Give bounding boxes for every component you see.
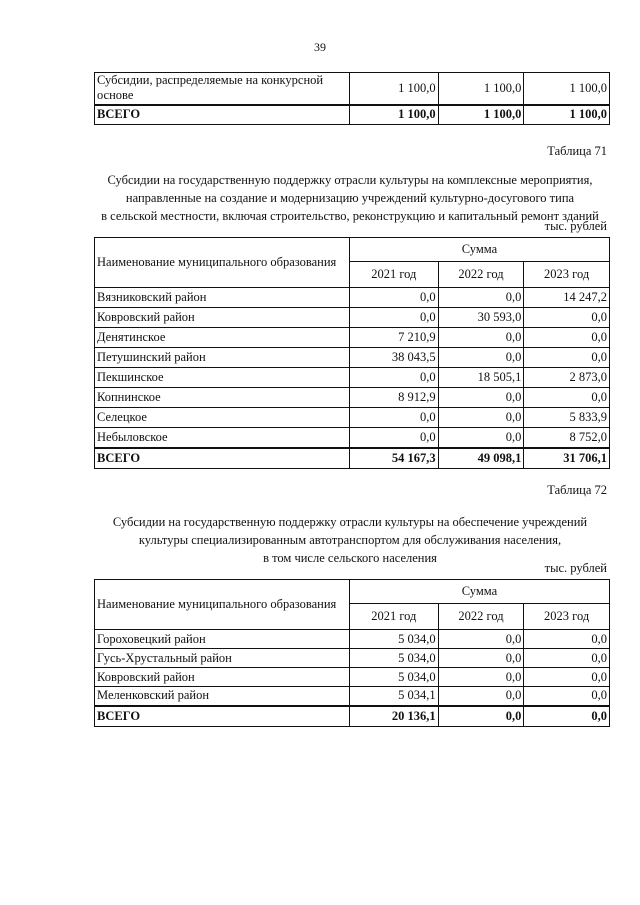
header-sum: Сумма <box>349 238 609 262</box>
value-2023: 0,0 <box>524 649 610 668</box>
value-2023: 0,0 <box>524 308 610 328</box>
value-2023: 0,0 <box>524 328 610 348</box>
value-2021: 5 034,1 <box>349 687 438 706</box>
table-72-title <box>60 513 640 567</box>
value-2021: 0,0 <box>349 408 438 428</box>
table-row <box>95 288 610 308</box>
value-2022: 0,0 <box>438 630 524 649</box>
header-sum: Сумма <box>349 580 609 604</box>
row-name: Субсидии, распределяемые на конкурсной основе <box>95 73 350 105</box>
title-line: Субсидии на государственную поддержку отрасли культуры на комплексные мероприятия, <box>107 173 593 187</box>
total-2021: 1 100,0 <box>349 105 438 125</box>
value-2023: 0,0 <box>524 687 610 706</box>
value-2021: 0,0 <box>349 308 438 328</box>
row-name: Гороховецкий район <box>95 630 350 649</box>
table-row <box>95 687 610 706</box>
total-2021: 54 167,3 <box>349 448 438 469</box>
row-name: Селецкое <box>95 408 350 428</box>
table-row <box>95 428 610 448</box>
total-label: ВСЕГО <box>95 706 350 727</box>
header-2021: 2021 год <box>349 604 438 630</box>
value-2022: 30 593,0 <box>438 308 524 328</box>
value-2023: 0,0 <box>524 668 610 687</box>
title-line: Субсидии на государственную поддержку отрасли культуры на обеспечение учреждений <box>112 515 588 529</box>
value-2023: 1 100,0 <box>524 73 610 105</box>
value-2022: 0,0 <box>438 288 524 308</box>
value-2022: 0,0 <box>438 428 524 448</box>
table-row <box>95 73 610 105</box>
value-2021: 0,0 <box>349 368 438 388</box>
total-2022: 0,0 <box>438 706 524 727</box>
row-name: Пекшинское <box>95 368 350 388</box>
table-71 <box>94 237 610 469</box>
table-72-units: тыс. рублей <box>544 561 607 575</box>
value-2022: 0,0 <box>438 649 524 668</box>
header-2022: 2022 год <box>438 604 524 630</box>
value-2021: 5 034,0 <box>349 630 438 649</box>
value-2022: 0,0 <box>438 348 524 368</box>
row-name: Небыловское <box>95 428 350 448</box>
total-2023: 0,0 <box>524 706 610 727</box>
row-name: Копнинское <box>95 388 350 408</box>
value-2023: 5 833,9 <box>524 408 610 428</box>
header-2022: 2022 год <box>438 262 524 288</box>
header-name: Наименование муниципального образования <box>95 238 350 288</box>
table-72-label: Таблица 72 <box>547 483 607 497</box>
table-71-title <box>60 171 640 225</box>
value-2023: 0,0 <box>524 348 610 368</box>
header-2021: 2021 год <box>349 262 438 288</box>
value-2021: 38 043,5 <box>349 348 438 368</box>
table-row <box>95 408 610 428</box>
total-label: ВСЕГО <box>95 448 350 469</box>
value-2022: 0,0 <box>438 328 524 348</box>
table-row <box>95 328 610 348</box>
value-2021: 5 034,0 <box>349 649 438 668</box>
value-2021: 8 912,9 <box>349 388 438 408</box>
table-row <box>95 368 610 388</box>
total-2023: 31 706,1 <box>524 448 610 469</box>
table-row <box>95 630 610 649</box>
header-2023: 2023 год <box>524 604 610 630</box>
title-line: направленные на создание и модернизацию учреждений культурно-досугового типа <box>125 191 575 205</box>
value-2021: 5 034,0 <box>349 668 438 687</box>
value-2022: 0,0 <box>438 388 524 408</box>
total-row <box>95 105 610 125</box>
row-name: Вязниковский район <box>95 288 350 308</box>
header-row <box>95 580 610 604</box>
row-name: Меленковский район <box>95 687 350 706</box>
header-2023: 2023 год <box>524 262 610 288</box>
table-row <box>95 348 610 368</box>
table-71-units: тыс. рублей <box>544 219 607 233</box>
row-name: Денятинское <box>95 328 350 348</box>
value-2023: 2 873,0 <box>524 368 610 388</box>
table-row <box>95 308 610 328</box>
value-2021: 7 210,9 <box>349 328 438 348</box>
value-2022: 0,0 <box>438 668 524 687</box>
row-name: Ковровский район <box>95 668 350 687</box>
total-row <box>95 448 610 469</box>
value-2022: 0,0 <box>438 687 524 706</box>
top-table <box>94 72 610 125</box>
header-row <box>95 238 610 262</box>
value-2022: 18 505,1 <box>438 368 524 388</box>
value-2023: 0,0 <box>524 630 610 649</box>
value-2021: 1 100,0 <box>349 73 438 105</box>
value-2022: 0,0 <box>438 408 524 428</box>
total-2022: 49 098,1 <box>438 448 524 469</box>
title-line: культуры специализированным автотранспортом для обслуживания населения, <box>138 533 562 547</box>
row-name: Гусь-Хрустальный район <box>95 649 350 668</box>
value-2021: 0,0 <box>349 428 438 448</box>
title-line: в сельской местности, включая строительство, реконструкцию и капитальный ремонт зданий <box>101 209 599 223</box>
title-line: в том числе сельского населения <box>263 551 437 565</box>
table-row <box>95 649 610 668</box>
table-71-label: Таблица 71 <box>547 144 607 158</box>
table-72 <box>94 579 610 727</box>
table-row <box>95 388 610 408</box>
total-row <box>95 706 610 727</box>
total-2023: 1 100,0 <box>524 105 610 125</box>
total-2021: 20 136,1 <box>349 706 438 727</box>
header-name: Наименование муниципального образования <box>95 580 350 630</box>
table-row <box>95 668 610 687</box>
row-name: Петушинский район <box>95 348 350 368</box>
row-name: Ковровский район <box>95 308 350 328</box>
total-label: ВСЕГО <box>95 105 350 125</box>
value-2022: 1 100,0 <box>438 73 524 105</box>
page-number: 39 <box>314 40 326 54</box>
value-2023: 8 752,0 <box>524 428 610 448</box>
value-2023: 0,0 <box>524 388 610 408</box>
value-2021: 0,0 <box>349 288 438 308</box>
value-2023: 14 247,2 <box>524 288 610 308</box>
total-2022: 1 100,0 <box>438 105 524 125</box>
